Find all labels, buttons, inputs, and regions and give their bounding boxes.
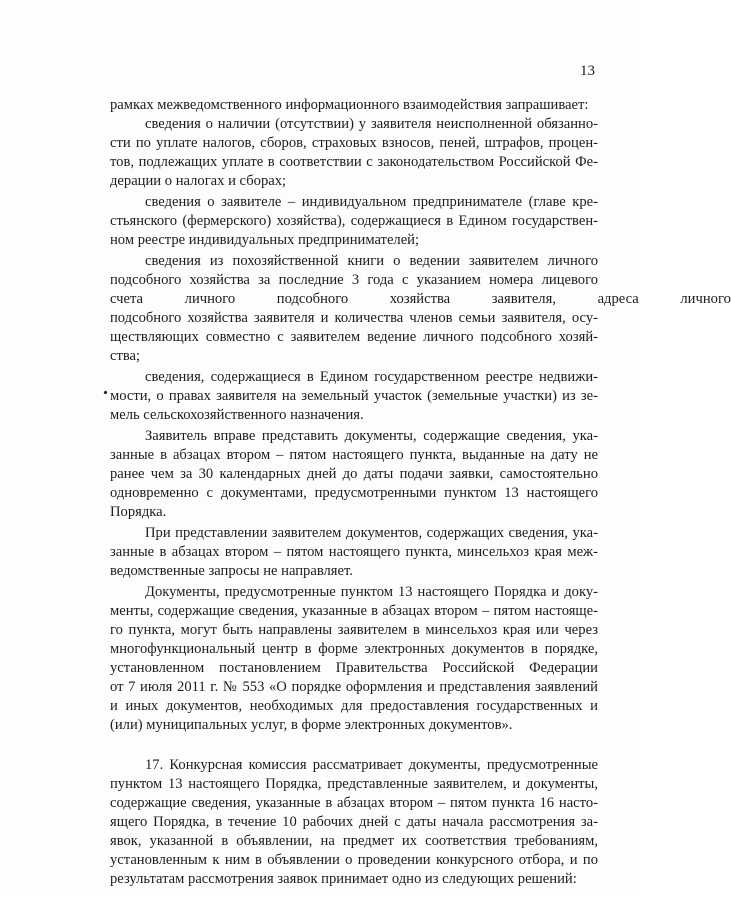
text-line: стьянского (фермерского) хозяйства), содержащиеся в Едином государствен- — [110, 213, 598, 229]
text-line: дерации о налогах и сборах; — [110, 173, 287, 189]
text-line: пунктом 13 настоящего Порядка, представленные заявителем, и документы, — [110, 776, 598, 792]
text-line: (или) муниципальных услуг, в форме электронных документов». — [110, 717, 513, 733]
text-line: сведения, содержащиеся в Едином государственном реестре недвижи- — [145, 369, 598, 385]
text-line: содержащие сведения, указанные в абзацах втором – пятом пункта 16 насто- — [110, 795, 598, 811]
page-number: 13 — [580, 63, 595, 79]
text-line: подсобного хозяйства заявителя и количества членов семьи заявителя, осу- — [110, 310, 598, 326]
text-line: установленным к ним в объявлении о проведении конкурсного отбора, и по — [110, 852, 598, 868]
text-line: го пункта, могут быть направлены заявителем в минсельхоз края или через — [110, 622, 598, 638]
text-line: Заявитель вправе представить документы, содержащие сведения, ука- — [145, 428, 598, 444]
text-line: счета личного подсобного хозяйства заявителя, адреса личного — [110, 291, 731, 307]
text-line: установленном постановлением Правительства Российской Федерации — [110, 660, 598, 676]
text-line: многофункциональный центр в форме электронных документов в порядке, — [110, 641, 598, 657]
text-line: одновременно с документами, предусмотренными пунктом 13 настоящего — [110, 485, 598, 501]
text-line: сведения из похозяйственной книги о ведении заявителем личного — [145, 253, 598, 269]
text-line: ведомственные запросы не направляет. — [110, 563, 353, 579]
text-line: менты, содержащие сведения, указанные в абзацах втором – пятом настояще- — [110, 603, 598, 619]
text-line: При представлении заявителем документов, содержащих сведения, ука- — [145, 525, 598, 541]
text-line: от 7 июля 2011 г. № 553 «О порядке оформления и представления заявлений — [110, 679, 598, 695]
text-line: явок, указанной в объявлении, на предмет их соответствия требованиям, — [110, 833, 598, 849]
text-line: занные в абзацах втором – пятом настоящего пункта, выданные на дату не — [110, 447, 598, 463]
text-line: ящего Порядка, в течение 10 рабочих дней с даты начала рассмотрения за- — [110, 814, 598, 830]
text-line: 17. Конкурсная комиссия рассматривает документы, предусмотренные — [145, 757, 598, 773]
text-line: сведения о заявителе – индивидуальном предпринимателе (главе кре- — [145, 194, 598, 210]
text-line: сведения о наличии (отсутствии) у заявителя неисполненной обязанно- — [145, 116, 598, 132]
text-line: Документы, предусмотренные пунктом 13 настоящего Порядка и доку- — [145, 584, 598, 600]
text-line: рамках межведомственного информационного взаимодействия запрашивает: — [110, 97, 589, 113]
text-line: тов, подлежащих уплате в соответствии с законодательством Российской Фе- — [110, 154, 598, 170]
text-line: ном реестре индивидуальных предпринимателей; — [110, 232, 420, 248]
text-line: ранее чем за 30 календарных дней до даты подачи заявки, самостоятельно — [110, 466, 598, 482]
text-line: подсобного хозяйства за последние 3 года с указанием номера лицевого — [110, 272, 598, 288]
text-line: Порядка. — [110, 504, 167, 520]
text-line: занные в абзацах втором – пятом настоящего пункта, минсельхоз края меж- — [110, 544, 598, 560]
text-line: сти по уплате налогов, сборов, страховых взносов, пеней, штрафов, процен- — [110, 135, 598, 151]
text-line: мости, о правах заявителя на земельный участок (земельные участки) из зе- — [110, 388, 598, 404]
scan-speck — [103, 390, 107, 394]
text-line: ществляющих совместно с заявителем ведение личного подсобного хозяй- — [110, 329, 598, 345]
text-line: мель сельскохозяйственного назначения. — [110, 407, 364, 423]
text-line: результатам рассмотрения заявок принимает одно из следующих решений: — [110, 871, 577, 887]
text-line: ства; — [110, 348, 141, 364]
text-line: и иных документов, необходимых для предоставления государственных и — [110, 698, 598, 714]
